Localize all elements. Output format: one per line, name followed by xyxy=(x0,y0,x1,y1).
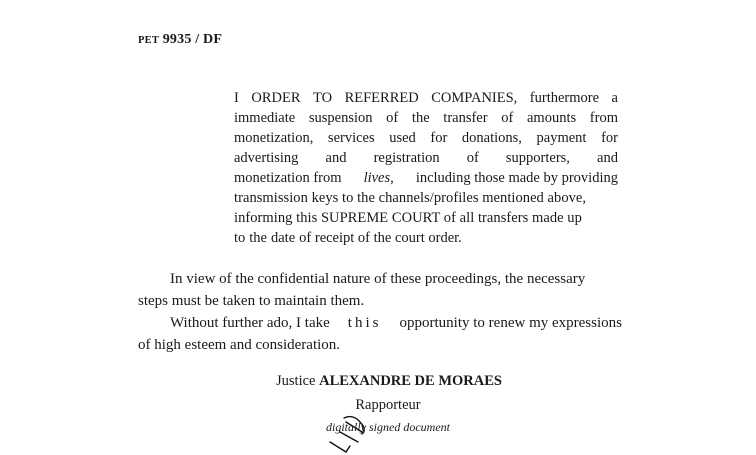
order-word: registration xyxy=(373,150,440,166)
order-word: services xyxy=(327,130,375,146)
order-line xyxy=(234,228,618,248)
paragraph-text: of high esteem and consideration. xyxy=(138,337,341,353)
paragraph-line xyxy=(138,312,622,334)
paragraph-line xyxy=(138,268,622,290)
order-word: used xyxy=(389,130,416,146)
order-word: for xyxy=(430,130,448,146)
paragraph-line xyxy=(138,290,622,312)
order-line xyxy=(234,148,618,168)
order-word: to xyxy=(234,230,246,246)
order-word: of xyxy=(386,110,399,126)
signature-name xyxy=(0,373,756,390)
watermark-stamp xyxy=(300,382,390,455)
paragraph-text: opportunity to renew my expressions xyxy=(399,315,622,331)
order-word: furthermore xyxy=(529,90,600,106)
order-word: donations, xyxy=(461,130,522,146)
signature-role: Rapporteur xyxy=(355,397,421,413)
order-word: REFERRED xyxy=(344,90,419,106)
order-word: and xyxy=(597,150,618,166)
signature-title: Justice xyxy=(276,373,316,389)
body-text xyxy=(138,268,622,356)
order-word: date xyxy=(271,230,296,246)
order-word: a xyxy=(611,90,618,106)
order-word: suspension xyxy=(308,110,373,126)
order-word: monetization from xyxy=(234,170,342,186)
order-word: the xyxy=(411,110,430,126)
petition-number: 9935 / DF xyxy=(162,32,223,47)
paragraph-line xyxy=(138,334,622,356)
order-line xyxy=(234,108,618,128)
order-word: payment xyxy=(536,130,587,146)
order-word: transfer xyxy=(443,110,488,126)
order-word: amounts xyxy=(526,110,577,126)
order-word: COMPANIES, xyxy=(431,90,518,106)
order-word: supporters, xyxy=(505,150,570,166)
order-word: informing this SUPREME COURT of all transfers made up xyxy=(234,210,582,226)
order-word: monetization, xyxy=(234,130,314,146)
order-line xyxy=(234,168,618,188)
order-word: I xyxy=(234,90,239,106)
order-line xyxy=(234,128,618,148)
paragraph-text: steps must be taken to maintain them. xyxy=(138,293,365,309)
petition-reference xyxy=(138,32,222,48)
order-word: of xyxy=(501,110,514,126)
order-word-italic: lives, xyxy=(363,170,394,186)
paragraph-text: In view of the confidential nature of these proceedings, the necessary xyxy=(170,271,586,287)
order-word: advertising xyxy=(234,150,299,166)
order-word: including those made by providing xyxy=(415,170,618,186)
order-word: ORDER xyxy=(251,90,301,106)
paragraph-text: Without further ado, I take xyxy=(170,315,330,331)
order-word: immediate xyxy=(234,110,296,126)
signature-note: digitally signed document xyxy=(326,420,450,434)
order-word: of xyxy=(466,150,479,166)
order-word: from xyxy=(589,110,618,126)
order-word: of receipt of the court order. xyxy=(299,230,462,246)
court-order-block xyxy=(234,88,618,248)
order-line xyxy=(234,208,618,228)
order-word: and xyxy=(325,150,347,166)
paragraph-text-spaced: this xyxy=(347,315,382,331)
order-word: transmission keys to the channels/profiles mentioned above, xyxy=(234,190,587,206)
order-word: for xyxy=(601,130,618,146)
petition-prefix: PET xyxy=(138,35,160,46)
order-word: the xyxy=(249,230,267,246)
order-line xyxy=(234,188,618,208)
signature-fullname: ALEXANDRE DE MORAES xyxy=(319,373,502,389)
order-word: TO xyxy=(313,90,333,106)
order-line xyxy=(234,88,618,108)
